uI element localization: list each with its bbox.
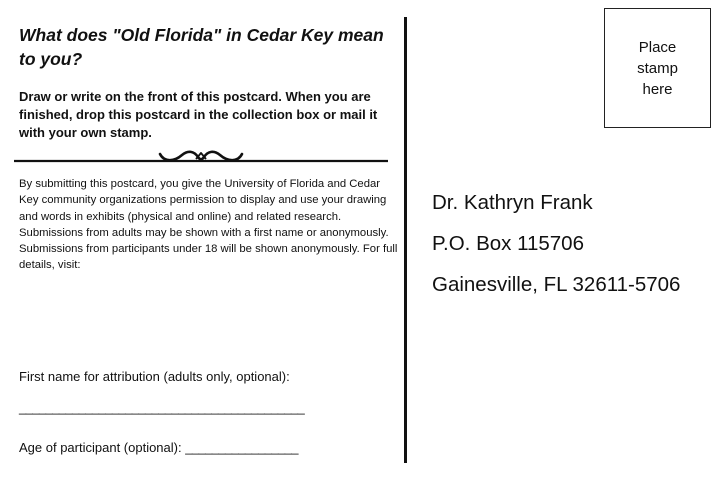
age-row [19, 440, 298, 456]
age-label: Age of participant (optional): [19, 440, 186, 455]
stamp-label-line-2: stamp [637, 59, 678, 77]
stamp-label-line-3: here [642, 80, 673, 98]
address-city-state-zip: Gainesville, FL 32611-5706 [432, 273, 681, 296]
stamp-box [604, 8, 711, 128]
first-name-field[interactable]: ___________________________________________ [19, 400, 305, 415]
consent-text: By submitting this postcard, you give the University of Florida and Cedar Key community organizations permission to display and use your drawing and words in exhibits (physical and online) and related research. Submissions from adults may be shown with a first name or anonymously. Submissions from participants under 18 will be shown anonymously. For full details, visit: [19, 178, 398, 272]
ornamental-divider [14, 145, 388, 167]
address-po-box: P.O. Box 115706 [432, 232, 584, 255]
mailing-address [432, 188, 680, 311]
prompt-question: What does "Old Florida" in Cedar Key mean to you? [19, 25, 384, 69]
prompt-instructions: Draw or write on the front of this postcard. When you are finished, drop this postcard in the collection box or mail it with your own stamp. [19, 89, 378, 140]
first-name-label: First name for attribution (adults only, optional): [19, 369, 290, 384]
age-field[interactable]: _________________ [185, 440, 298, 455]
center-divider-line [404, 17, 407, 463]
stamp-label-line-1: Place [638, 38, 677, 56]
address-name: Dr. Kathryn Frank [432, 191, 593, 214]
